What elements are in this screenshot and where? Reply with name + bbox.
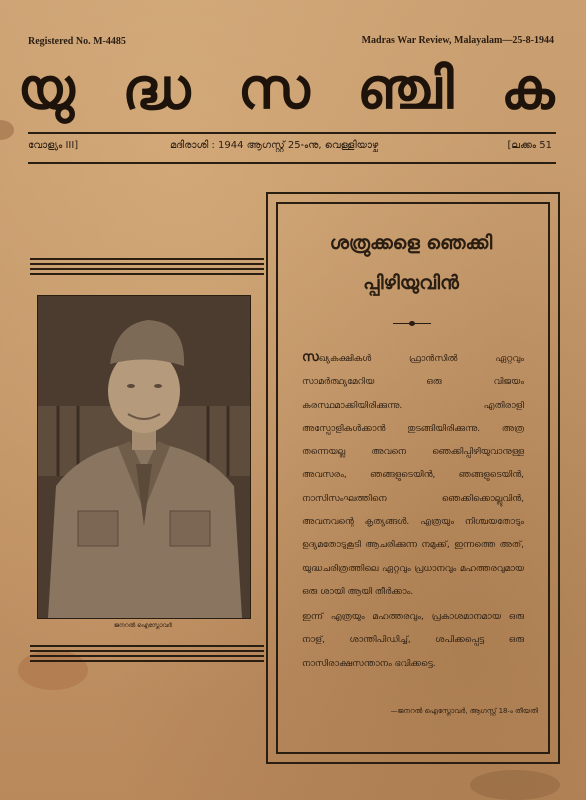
- drop-cap: സ: [302, 350, 319, 365]
- article-paragraph-2: [302, 606, 524, 700]
- registration-number: Registered No. M-4485: [28, 36, 126, 47]
- portrait-photo: [37, 295, 251, 619]
- paragraph-2-text: ഇന്ന് എത്രയും മഹത്തരവും, പ്രകാശമാനമായ ഒരു നാള്, ശാന്തിപിഡിച്ച്, ശപിക്കപ്പെട്ട ഒരു നാസിരാക്ഷസന്താനം ഭവിക്കട്ടെ.: [302, 612, 524, 669]
- headline-ornament: [393, 321, 431, 327]
- article-headline-line1: ശത്രുക്കളെ ഞെക്കി: [329, 232, 493, 254]
- decorative-lines-bottom: [30, 645, 264, 665]
- article-paragraph-1: [302, 346, 524, 596]
- masthead-title: യു ദ്ധ സ ഞ്ചി ക: [17, 57, 569, 122]
- article-headline-line2: പ്പിഴിയുവിൻ: [363, 272, 459, 294]
- paragraph-1-text: ഖ്യകക്ഷികൾ ഫ്രാൻസിൽ ഏറ്റവും സാമർത്ഥ്യമേറിയ ഒരു വിജയം കരസ്ഥമാക്കിയിരിക്കുന്നു. എതിരാളി അസ്പോളികൾക്കാൻ തുടങ്ങിയിരിക്കുന്നു. അത്ര തന്നെയല്ല അവനെ ഞെക്കിപ്പിഴിയുവാനുള്ള അവസരം, ഞങ്ങളുടെയിൻ, ഞങ്ങളുടെയിൻ, നാസിസംഘത്തിനെ ഞെക്കിക്കൊല്ലുവിൻ, അവനവന്റെ കൃത്യങ്ങൾ. എത്രയും നിശ്ചയതോടും ഉദ്യമതോടുകൂടി ആചരിക്കുന്ന നമുക്ക്, ഇന്നത്തെ അത്, യുദ്ധചരിത്രത്തിലെ ഏറ്റവും പ്രധാനവും മഹത്തരവുമായ ഒരു ശായി ആയി തീർക്കാം.: [302, 354, 524, 596]
- info-rule: [28, 162, 556, 164]
- stain: [470, 770, 560, 800]
- masthead-rule: [28, 132, 556, 134]
- photo-caption: ജനറൽ ഐസ്നോവർ: [114, 622, 172, 629]
- edition-line: Madras War Review, Malayalam—25-8-1944: [361, 35, 554, 46]
- decorative-lines-top: [30, 258, 264, 278]
- portrait-illustration: [38, 296, 250, 618]
- date-line: മദിരാശി : 1944 ആഗസ്റ്റ് 25-ംനു, വെള്ളിയാഴ്ച: [170, 140, 379, 151]
- issue-number: [ലക്കം 51: [507, 140, 552, 151]
- article-signature: —ജനറൽ ഐസ്നോവർ, ആഗസ്റ്റ് 18-ം തീയതി: [390, 707, 538, 715]
- volume-label: വോള്യം III]: [28, 140, 79, 151]
